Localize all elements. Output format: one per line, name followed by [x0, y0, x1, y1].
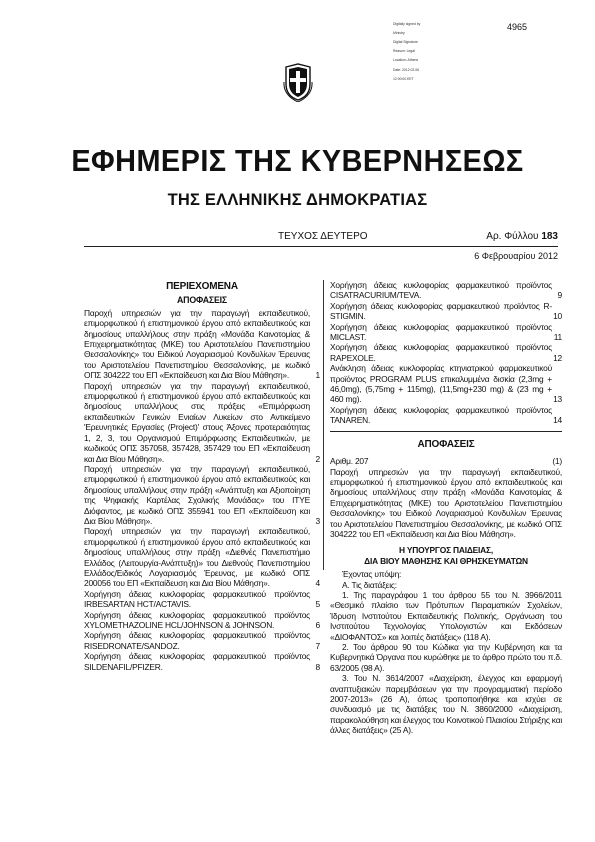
stamp-line: Ministry: [393, 30, 405, 35]
section-divider: [330, 431, 562, 432]
considering-label: Έχοντας υπόψη:: [342, 569, 402, 580]
greek-coat-of-arms-icon: [283, 62, 313, 102]
provision-item: 3. Του Ν. 3614/2007 «Διαχείριση, έλεγχος και εφαρμογή αναπτυξιακών παρεμβάσεων για την προγραμματική περίοδο 2007-2013» (26 Α), όπως τροποποιήθηκε και ισχύει σε συνδυασμό με τις διατάξεις του Ν. 3860/2000 «Διαχείριση, παρακολούθηση και έλεγχος του Κοινοτικού Πλαισίου Στήριξης και άλλες διατάξεις» (25 Α).: [330, 673, 562, 736]
stamp-line: Digitally signed by: [393, 21, 421, 26]
toc-entry-text: Χορήγηση άδειας κυκλοφορίας φαρμακευτικού προϊόντος R-STIGMIN.: [330, 300, 552, 322]
issue-type: ΤΕΥΧΟΣ ΔΕΥΤΕΡΟ: [278, 231, 368, 242]
toc-entry-text: Χορήγηση άδειας κυκλοφορίας φαρμακευτικού προϊόντος RISEDRONATE/SANDOZ.: [84, 630, 310, 651]
contents-heading: ΠΕΡΙΕΧΟΜΕΝΑ: [166, 281, 238, 292]
decision-number-row: [330, 456, 562, 466]
republic-subtitle: ΤΗΣ ΕΛΛΗΝΙΚΗΣ ΔΗΜΟΚΡΑΤΙΑΣ: [167, 191, 428, 209]
toc-entry: [330, 322, 562, 343]
provision-item: 1. Της παραγράφου 1 του άρθρου 55 του Ν. 3966/2011 «Θεσμικό πλαίσιο των Πρότυπων Πειραματικών Σχολείων, Ίδρυση Ινστιτούτου Εκπαιδευτικής Πολιτικής, Οργάνωση του Ινστιτούτου Τεχνολογίας Υπολογιστών και Εκδόσεων «ΔΙΟΦΑΝΤΟΣ» και λοιπές διατάξεις» (118 Α).: [330, 589, 562, 642]
toc-entry-text: Χορήγηση άδειας κυκλοφορίας φαρμακευτικού προϊόντος XYLOMETHAZOLINE HCL/JOHNSON & JOHNSON.: [84, 609, 310, 630]
toc-page-number: 2: [315, 453, 320, 464]
toc-entry: [84, 610, 320, 631]
toc-page-number: 13: [553, 394, 562, 405]
gazette-title: ΕΦΗΜΕΡΙΣ ΤΗΣ ΚΥΒΕΡΝΗΣΕΩΣ: [71, 143, 524, 178]
toc-entry: [84, 308, 320, 381]
toc-entry-text: Χορήγηση άδειας κυκλοφορίας φαρμακευτικού προϊόντος SILDENAFIL/PFIZER.: [84, 651, 310, 672]
right-column: [330, 280, 562, 736]
toc-entry: [84, 589, 320, 610]
toc-entry-text: Παροχή υπηρεσιών για την παραγωγή εκπαιδευτικού, επιμορφωτικού ή επιστημονικού έργου από εκπαιδευτικούς και δημοσίους υπαλλήλους στις πράξεις «Επιμόρφωση εκπαιδευτικών Γενικών Ενιαίων Λυκείων στο Αντικείμενο 'Ερευνητικές Εργασίες (Project)' στους Άξονες προτεραιότητας 1, 2, 3, του Οργανισμού Επιμόρφωσης Εκπαιδευτικών, με κωδικούς ΟΠΣ 357058, 357428, 357429 του ΕΠ «Εκπαίδευση και Δια Βίου Μάθηση».: [84, 380, 310, 464]
minister-line-1: Η ΥΠΟΥΡΓΟΣ ΠΑΙΔΕΙΑΣ,: [399, 545, 493, 556]
minister-title: [330, 545, 562, 566]
decisions-heading: ΑΠΟΦΑΣΕΙΣ: [417, 438, 475, 450]
toc-page-number: 8: [315, 661, 320, 672]
toc-entry-text: Χορήγηση άδειας κυκλοφορίας φαρμακευτικού προϊόντος TANAREN.: [330, 404, 552, 426]
toc-page-number: 12: [553, 352, 562, 363]
toc-entry: [330, 405, 562, 426]
stamp-line: Digital Signature: [393, 39, 418, 44]
toc-page-number: 9: [557, 290, 562, 301]
toc-page-number: 6: [315, 620, 320, 630]
toc-entry: [330, 280, 562, 301]
sheet-number: 183: [541, 231, 558, 242]
issue-row: [84, 231, 558, 247]
toc-entry: [84, 526, 320, 588]
toc-entry-text: Χορήγηση άδειας κυκλοφορίας φαρμακευτικού προϊόντος IRBESARTAN HCT/ACTAVIS.: [84, 588, 310, 610]
toc-entry-text: Παροχή υπηρεσιών για την παραγωγή εκπαιδευτικού, επιμορφωτικού ή επιστημονικού έργου από εκπαιδευτικούς και δημοσίους υπαλλήλους στην πράξη «Διεθνές Πανεπιστήμιο Ελλάδος (Λειτουργία-Ανάπτυξη)» του Διεθνούς Πανεπιστημίου Ελλάδος/Ειδικός Λογαριασμός Έρευνας, με κωδικό ΟΠΣ 200056 του ΕΠ «Εκπαίδευση και Δια Βίου Μάθηση».: [84, 526, 310, 589]
toc-entry: [84, 651, 320, 672]
toc-page-number: 1: [315, 370, 320, 381]
toc-entry: [330, 342, 562, 363]
sheet-number-label: [486, 231, 558, 242]
contents-left-column: [84, 282, 320, 672]
toc-entry-text: Παροχή υπηρεσιών για την παραγωγή εκπαιδευτικού, επιμορφωτικού ή επιστημονικού έργου από εκπαιδευτικούς και δημοσίους υπαλλήλους στην πράξη «Μονάδα Καινοτομίας & Επιχειρηματικότητας (ΜΚΕ) του Αριστοτελείου Πανεπιστημίου Θεσσαλονίκης» του Ειδικού Λογαριασμού Κονδυλίων Έρευνας του Αριστοτελείου Πανεπιστημίου Θεσσαλονίκης, με κωδικό ΟΠΣ 304222 του ΕΠ «Εκπαίδευση και Δια Βίου Μάθηση».: [84, 307, 310, 381]
toc-page-number: 10: [553, 311, 562, 322]
toc-page-number: 14: [553, 415, 562, 426]
column-divider: [323, 280, 324, 570]
toc-page-number: 7: [315, 640, 320, 651]
toc-entry-text: Παροχή υπηρεσιών για την παραγωγή εκπαιδευτικού, επιμορφωτικού ή επιστημονικού έργου από εκπαιδευτικούς και δημοσίους υπαλλήλους στην πράξη «Ανάπτυξη και Αξιοποίηση της Ψηφιακής Καρτέλας Σχολικής Μονάδας» του ΙΤΥΕ Διόφαντος, με κωδικό ΟΠΣ 355941 του ΕΠ «Εκπαίδευση και Δια Βίου Μάθηση».: [84, 463, 310, 526]
provision-item: 2. Του άρθρου 90 του Κώδικα για την Κυβέρνηση και τα Κυβερνητικά Όργανα που κυρώθηκε με το άρθρο πρώτο του π.δ. 63/2005 (98 Α).: [330, 642, 562, 673]
minister-line-2: ΔΙΑ ΒΙΟΥ ΜΑΘΗΣΗΣ ΚΑΙ ΘΡΗΣΚΕΥΜΑΤΩΝ: [364, 555, 528, 566]
stamp-line: 12:00:00 EET: [393, 76, 414, 81]
toc-entry: [84, 464, 320, 526]
toc-entry-text: Χορήγηση άδειας κυκλοφορίας φαρμακευτικού προϊόντος CISATRACURIUM/TEVA.: [330, 280, 552, 301]
page-number: 4965: [506, 22, 527, 32]
toc-entry: [330, 301, 562, 322]
toc-page-number: 11: [553, 332, 562, 343]
toc-entry-text: Χορήγηση άδειας κυκλοφορίας φαρμακευτικού προϊόντος MICLAST.: [330, 321, 552, 343]
toc-entry: [330, 363, 562, 405]
toc-page-number: 5: [315, 599, 320, 610]
toc-entry-text: Χορήγηση άδειας κυκλοφορίας φαρμακευτικού προϊόντος RAPEXOLE.: [330, 342, 552, 363]
digital-signature-stamp: [393, 17, 473, 86]
issue-date: 6 Φεβρουαρίου 2012: [474, 251, 558, 261]
decision-subject: Παροχή υπηρεσιών για την παραγωγή εκπαιδευτικού, επιμορφωτικού ή επιστημονικού έργου από εκπαιδευτικούς και δημοσίους υπαλλήλους στην πράξη «Μονάδα Καινοτομίας & Επιχειρηματικότητας (ΜΚΕ) του Αριστοτελείου Πανεπιστημίου Θεσσαλονίκης» του Ειδικού Λογαριασμού Κονδυλίων Έρευνας του Αριστοτελείου Πανεπιστημίου Θεσσαλονίκης, με κωδικό ΟΠΣ 304222 του ΕΠ «Εκπαίδευση και Δια Βίου Μάθηση».: [330, 466, 562, 539]
contents-section-heading: ΑΠΟΦΑΣΕΙΣ: [177, 295, 227, 306]
provisions-label: Α. Τις διατάξεις:: [342, 579, 397, 590]
stamp-line: Date: 2012.02.06: [393, 67, 420, 72]
sheet-label-text: Αρ. Φύλλου: [486, 231, 539, 242]
toc-entry: [84, 381, 320, 464]
toc-entry-text: Ανάκληση άδειας κυκλοφορίας κτηνιατρικού φαρμακευτικού προϊόντος PROGRAM PLUS επικαλυμμένα δισκία (2,3mg + 46,0mg), (5,75mg + 115mg), (11,5mg+230 mg) & (23 mg + 460 mg).: [330, 363, 552, 405]
toc-page-number: 4: [315, 578, 320, 589]
decision-number: Αριθμ. 207: [330, 456, 369, 467]
stamp-line: Location: Athens: [393, 58, 419, 63]
toc-page-number: 3: [315, 515, 320, 526]
toc-entry: [84, 630, 320, 651]
decision-marker: (1): [552, 456, 562, 467]
stamp-line: Reason: Legal: [393, 49, 415, 54]
